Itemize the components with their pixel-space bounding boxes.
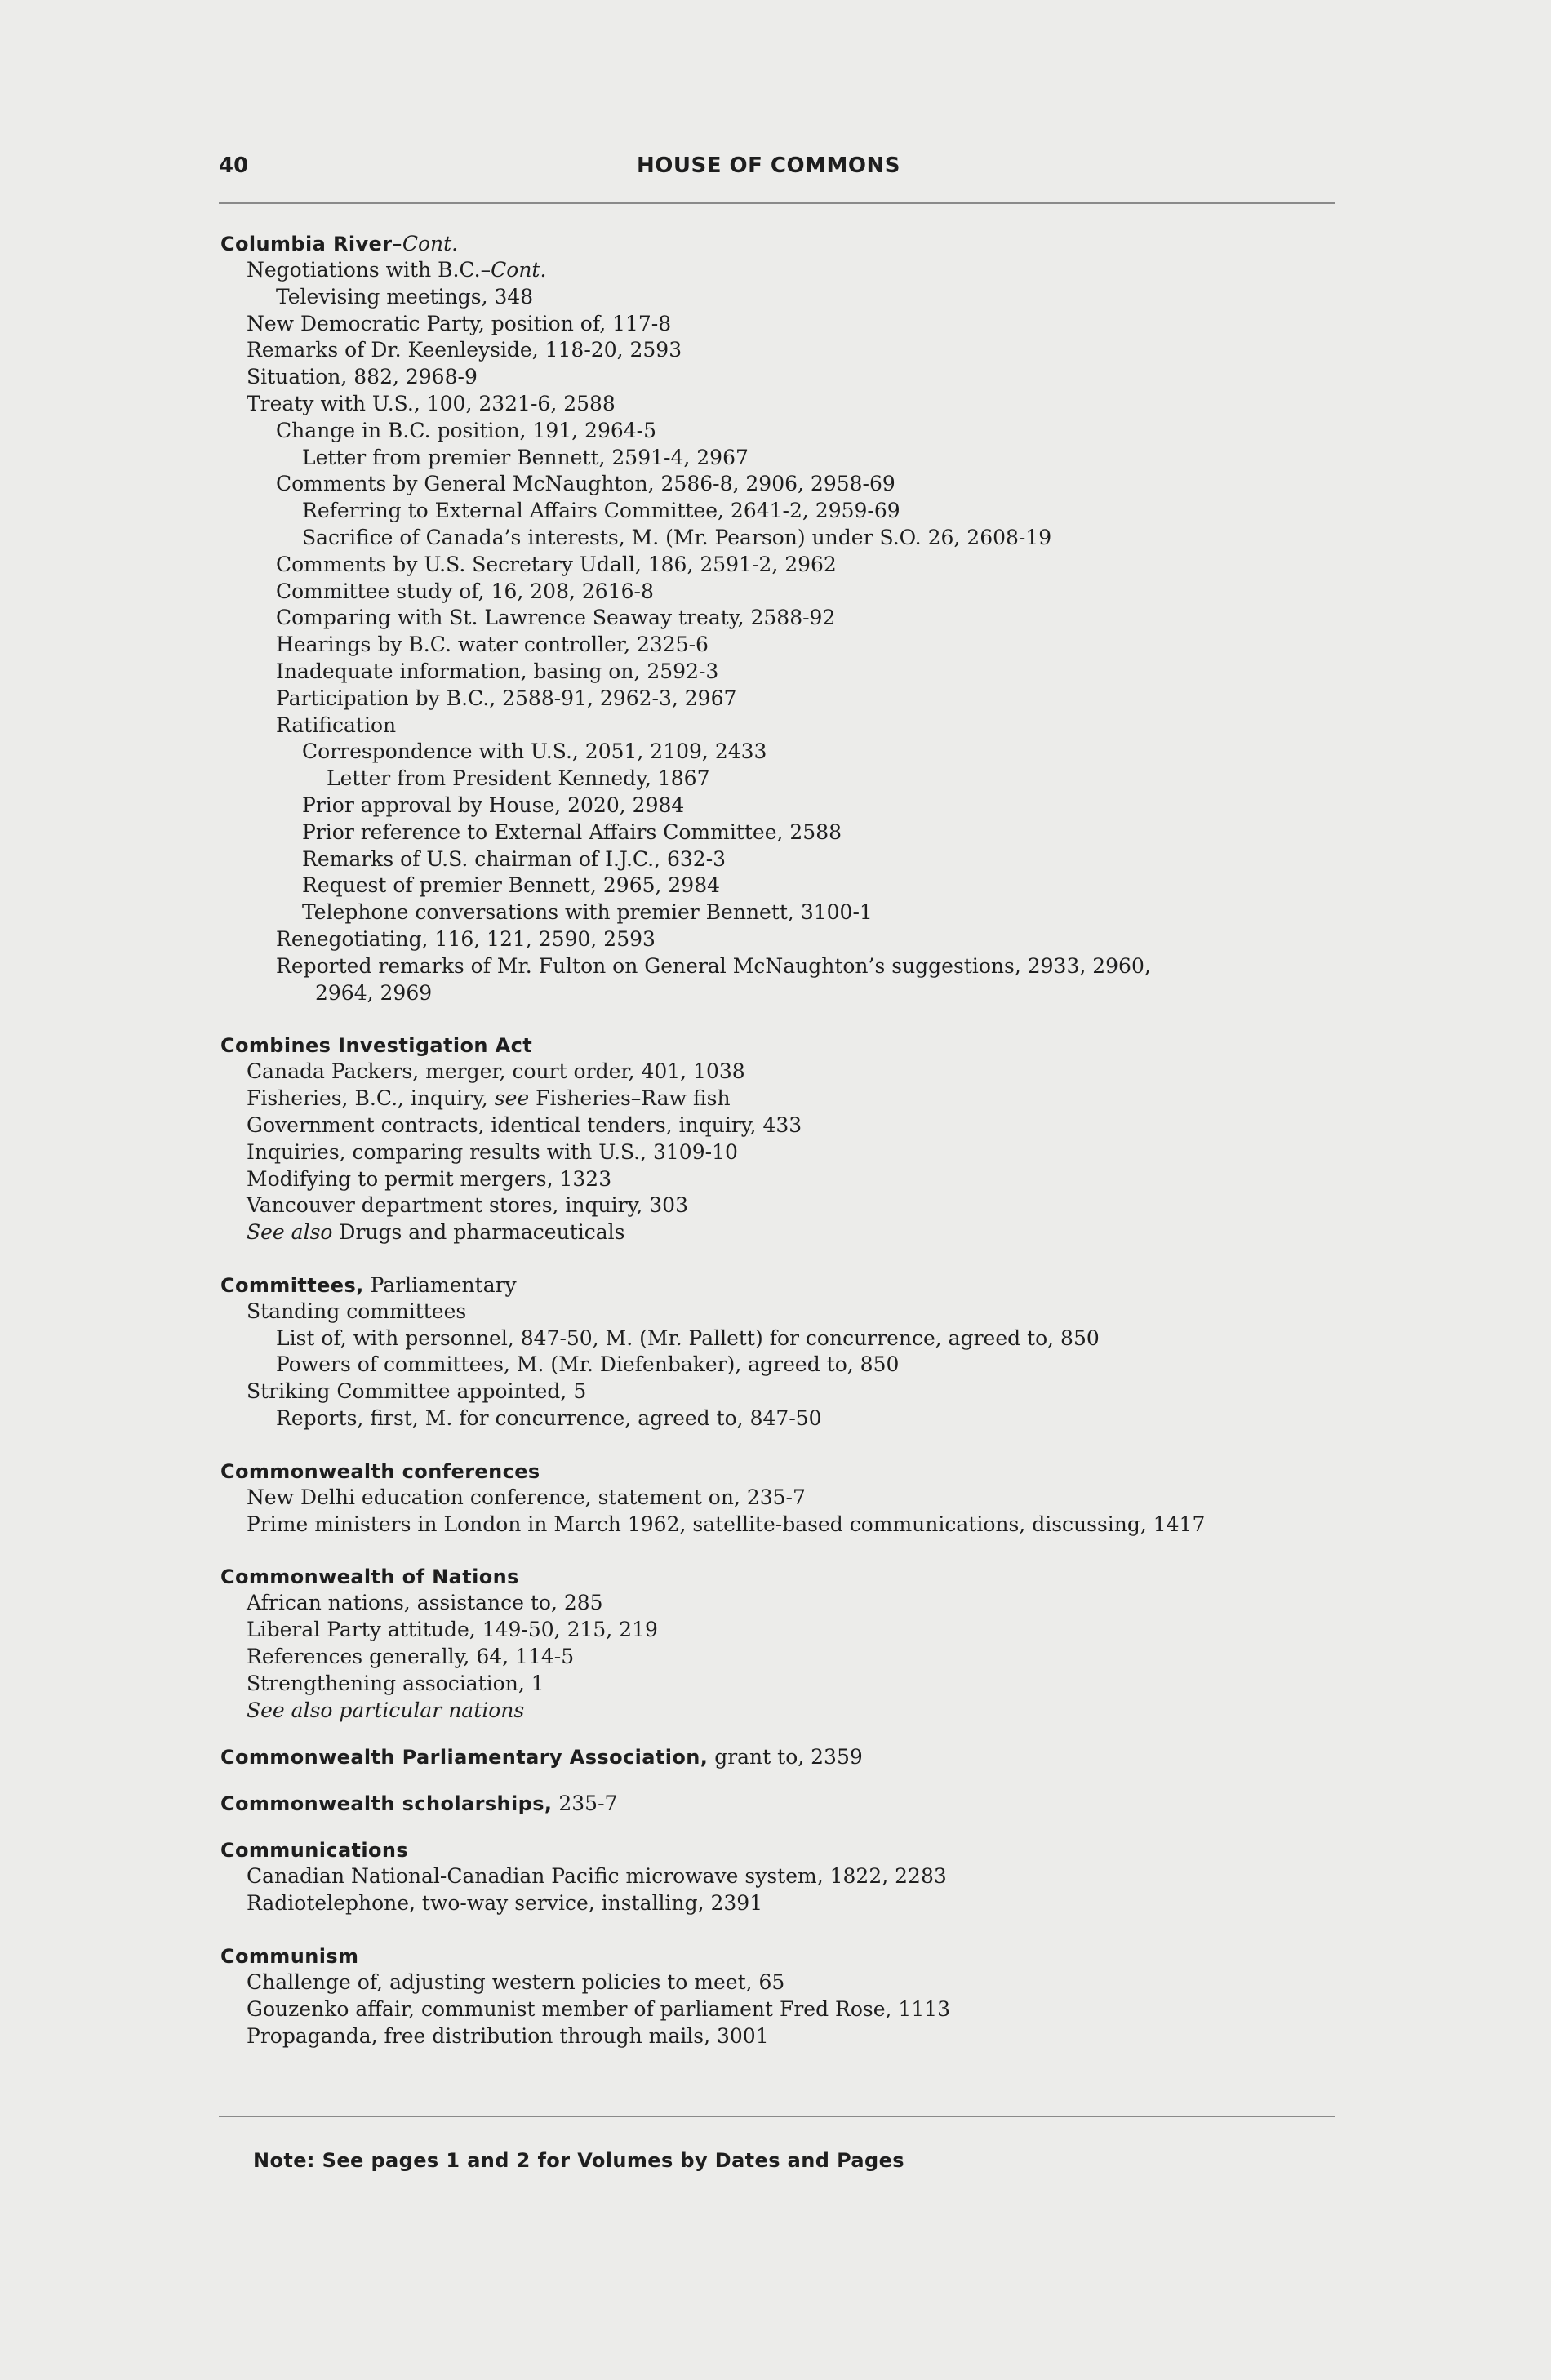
subentry-line <box>220 1299 1363 1325</box>
subentry-line <box>220 739 1363 766</box>
subentry-text: New Democratic Party, position of, 117-8 <box>247 311 672 335</box>
entry-heading <box>220 1032 1363 1059</box>
subentry-line <box>220 980 1363 1007</box>
subentry-line <box>220 819 1363 846</box>
entry-heading-text: Commonwealth scholarships, <box>220 1792 553 1816</box>
subentry-text: List of, with personnel, 847-50, M. (Mr. Pallett) for concurrence, agreed to, 850 <box>276 1325 1100 1350</box>
subentry-line <box>220 471 1363 498</box>
subentry-line <box>220 953 1363 980</box>
subentry-text: References generally, 64, 114-5 <box>247 1645 575 1669</box>
subentry-line <box>220 1969 1363 1996</box>
subentry-text: Fisheries, B.C., inquiry, <box>247 1086 495 1111</box>
subentry-text: Letter from President Kennedy, 1867 <box>327 766 710 791</box>
subentry-line <box>220 1671 1363 1698</box>
subentry-text: Negotiations with B.C.– <box>247 258 491 282</box>
subentry-italic: See also <box>247 1220 333 1245</box>
entry-heading-text: Committees, <box>220 1273 364 1297</box>
subentry-text: African nations, assistance to, 285 <box>247 1591 603 1615</box>
subentry-line <box>220 1192 1363 1219</box>
subentry-line <box>220 391 1363 418</box>
subentry-line <box>220 1112 1363 1139</box>
subentry-text: Strengthening association, 1 <box>247 1671 544 1695</box>
subentry-line <box>220 659 1363 686</box>
entry-heading <box>220 1564 1363 1590</box>
subentry-line <box>220 1617 1363 1644</box>
page-title: HOUSE OF COMMONS <box>637 153 900 178</box>
subentry-line <box>220 1485 1363 1512</box>
subentry-line <box>220 257 1363 284</box>
subentry-line <box>220 713 1363 739</box>
entry-heading-text: Columbia River– <box>220 233 402 255</box>
subentry-text: Televising meetings, 348 <box>276 284 534 309</box>
subentry-line <box>220 552 1363 579</box>
entry-heading <box>220 1837 1363 1863</box>
subentry-line <box>220 1325 1363 1352</box>
subentry-line <box>220 1166 1363 1193</box>
subentry-text: Renegotiating, 116, 121, 2590, 2593 <box>276 926 656 951</box>
entry-heading-text: Combines Investigation Act <box>220 1034 533 1058</box>
entry-heading-text: Communications <box>220 1839 409 1863</box>
subentry-text: Gouzenko affair, communist member of parliament Fred Rose, 1113 <box>247 1996 951 2021</box>
subentry-text: Comparing with St. Lawrence Seaway treaty, 2588-92 <box>276 606 836 630</box>
subentry-line <box>220 1059 1363 1086</box>
footer-rule <box>219 2116 1335 2117</box>
subentry-text: Situation, 882, 2968-9 <box>247 365 478 389</box>
subentry-line <box>220 1219 1363 1246</box>
subentry-line <box>220 1379 1363 1405</box>
entry-heading-text: Communism <box>220 1945 359 1969</box>
subentry-text: Reports, first, M. for concurrence, agreed to, 847-50 <box>276 1406 822 1431</box>
subentry-text: 2964, 2969 <box>315 980 433 1005</box>
subentry-text: Canada Packers, merger, court order, 401, 1038 <box>247 1059 745 1084</box>
index-entry <box>220 231 1363 1006</box>
subentry-text: Standing committees <box>247 1299 467 1323</box>
subentry-text: Treaty with U.S., 100, 2321-6, 2588 <box>247 391 616 415</box>
subentry-line <box>220 311 1363 338</box>
subentry-text: Propaganda, free distribution through mails, 3001 <box>247 2023 769 2048</box>
index-entry <box>220 1744 1363 1770</box>
subentry-line <box>220 1890 1363 1917</box>
entry-heading <box>220 1272 1363 1299</box>
header-rule <box>219 202 1335 204</box>
subentry-line <box>220 686 1363 713</box>
subentry-line <box>220 337 1363 364</box>
subentry-text: Liberal Party attitude, 149-50, 215, 219 <box>247 1618 658 1642</box>
index-entry <box>220 1791 1363 1817</box>
subentry-line <box>220 1644 1363 1671</box>
subentry-line <box>220 873 1363 899</box>
entry-heading-text: Commonwealth Parliamentary Association, <box>220 1746 709 1769</box>
subentry-line <box>220 793 1363 819</box>
subentry-text: Telephone conversations with premier Bennett, 3100-1 <box>302 900 873 925</box>
entry-heading-detail: Parliamentary <box>363 1272 517 1297</box>
subentry-text: Prior approval by House, 2020, 2984 <box>302 793 685 817</box>
subentry-line <box>220 1139 1363 1166</box>
subentry-line <box>220 1863 1363 1890</box>
subentry-text: Drugs and pharmaceuticals <box>332 1220 625 1245</box>
page-header <box>219 153 1333 186</box>
subentry-text: Vancouver department stores, inquiry, 303 <box>247 1193 688 1218</box>
subentry-line <box>220 846 1363 873</box>
index-entry <box>220 1272 1363 1432</box>
subentry-line <box>220 605 1363 632</box>
subentry-text: Letter from premier Bennett, 2591-4, 2967 <box>302 445 749 469</box>
index-entry <box>220 1032 1363 1246</box>
subentry-text: Comments by General McNaughton, 2586-8, 2906, 2958-69 <box>276 472 895 496</box>
subentry-text: Striking Committee appointed, 5 <box>247 1379 587 1404</box>
subentry-line <box>220 445 1363 472</box>
subentry-line <box>220 364 1363 391</box>
entry-heading <box>220 231 1363 257</box>
subentry-text: Fisheries–Raw fish <box>529 1086 731 1111</box>
subentry-line <box>220 1996 1363 2023</box>
subentry-line <box>220 418 1363 445</box>
page-number: 40 <box>219 153 249 178</box>
entry-heading <box>220 1791 1363 1817</box>
subentry-line <box>220 926 1363 953</box>
subentry-line <box>220 284 1363 311</box>
subentry-line <box>220 498 1363 525</box>
subentry-line <box>220 899 1363 926</box>
subentry-text: Powers of committees, M. (Mr. Diefenbaker), agreed to, 850 <box>276 1352 900 1377</box>
subentry-line <box>220 766 1363 793</box>
subentry-text: Reported remarks of Mr. Fulton on General McNaughton’s suggestions, 2933, 2960, <box>276 953 1151 978</box>
index-entry <box>220 1564 1363 1724</box>
subentry-line <box>220 1352 1363 1379</box>
subentry-text: Change in B.C. position, 191, 2964-5 <box>276 418 657 442</box>
subentry-text: Committee study of, 16, 208, 2616-8 <box>276 579 654 603</box>
index-entry <box>220 1837 1363 1917</box>
subentry-text: Inadequate information, basing on, 2592-3 <box>276 659 719 683</box>
entry-heading-detail: grant to, 2359 <box>708 1745 863 1769</box>
subentry-text: Request of premier Bennett, 2965, 2984 <box>302 873 721 898</box>
subentry-text: Hearings by B.C. water controller, 2325-6 <box>276 633 709 657</box>
subentry-text: Inquiries, comparing results with U.S., 3109-10 <box>247 1139 738 1164</box>
subentry-text: Participation by B.C., 2588-91, 2962-3, 2967 <box>276 686 737 710</box>
subentry-text: Canadian National-Canadian Pacific microwave system, 1822, 2283 <box>247 1864 947 1889</box>
subentry-text: New Delhi education conference, statement on, 235-7 <box>247 1485 806 1509</box>
subentry-italic: See also particular nations <box>247 1698 525 1722</box>
subentry-line <box>220 632 1363 659</box>
subentry-text: Remarks of U.S. chairman of I.J.C., 632-3 <box>302 846 727 871</box>
entry-heading <box>220 1459 1363 1485</box>
subentry-line <box>220 2023 1363 2050</box>
subentry-text: Sacrifice of Canada’s interests, M. (Mr. Pearson) under S.O. 26, 2608-19 <box>302 525 1052 549</box>
entry-heading-text: Commonwealth conferences <box>220 1459 540 1483</box>
subentry-text: Radiotelephone, two-way service, installing, 2391 <box>247 1891 763 1916</box>
entry-heading <box>220 1943 1363 1969</box>
subentry-line <box>220 1698 1363 1725</box>
entry-heading-cont: Cont. <box>402 232 459 255</box>
subentry-text: Referring to External Affairs Committee, 2641-2, 2959-69 <box>302 499 900 523</box>
subentry-text: Challenge of, adjusting western policies to meet, 65 <box>247 1970 785 1995</box>
subentry-text: Prior reference to External Affairs Committee, 2588 <box>302 819 842 844</box>
subentry-text: Remarks of Dr. Keenleyside, 118-20, 2593 <box>247 338 682 362</box>
index-entry <box>220 1943 1363 2049</box>
index-body <box>220 231 1363 2049</box>
index-entry <box>220 1459 1363 1539</box>
subentry-italic: Cont. <box>491 258 547 282</box>
subentry-line <box>220 525 1363 552</box>
subentry-text: Correspondence with U.S., 2051, 2109, 2433 <box>302 739 767 764</box>
footer-note: Note: See pages 1 and 2 for Volumes by Dates and Pages <box>253 2149 904 2172</box>
subentry-line <box>220 1086 1363 1112</box>
subentry-text: Government contracts, identical tenders, inquiry, 433 <box>247 1112 802 1137</box>
subentry-text: Modifying to permit mergers, 1323 <box>247 1166 612 1191</box>
subentry-text: Comments by U.S. Secretary Udall, 186, 2591-2, 2962 <box>276 552 837 576</box>
subentry-text: Prime ministers in London in March 1962, satellite-based communications, discussing, 1417 <box>247 1512 1206 1536</box>
entry-heading <box>220 1744 1363 1770</box>
subentry-line <box>220 1512 1363 1539</box>
subentry-italic: see <box>494 1086 530 1111</box>
entry-heading-detail: 235-7 <box>552 1792 618 1816</box>
subentry-line <box>220 579 1363 606</box>
subentry-line <box>220 1590 1363 1617</box>
entry-heading-text: Commonwealth of Nations <box>220 1565 519 1589</box>
subentry-line <box>220 1405 1363 1432</box>
subentry-text: Ratification <box>276 713 397 737</box>
